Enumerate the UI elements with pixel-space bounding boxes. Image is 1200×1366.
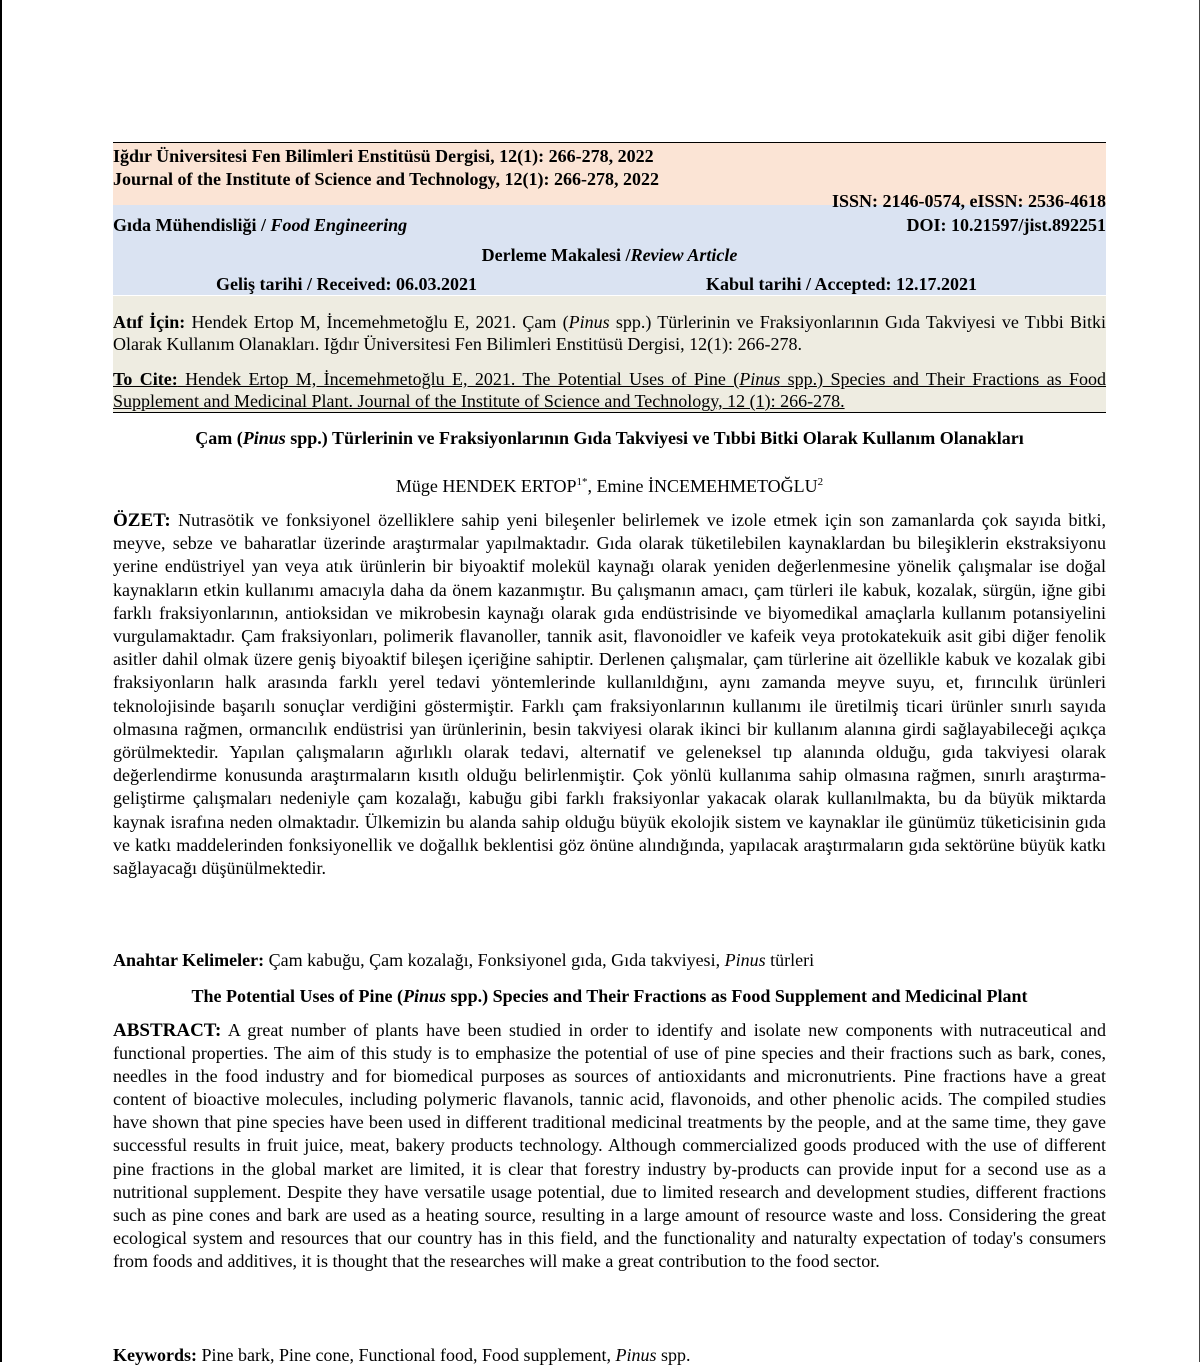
title-tr-end: spp.) Türlerinin ve Fraksiyonlarının Gıda Takviyesi ve Tıbbi Bitki Olarak Kullanım Olanakları [285, 428, 1024, 448]
citation-bottom-rule [113, 412, 1106, 413]
title-en-genus: Pinus [403, 986, 447, 1006]
keywords-en-end: spp. [656, 1345, 691, 1365]
keywords-en-label: Keywords: [113, 1345, 197, 1365]
citation-en-label: To Cite: [113, 369, 178, 389]
keywords-en-genus: Pinus [615, 1345, 657, 1365]
authors [113, 475, 1106, 497]
title-en [113, 985, 1106, 1007]
author-2: Emine İNCEMEHMETOĞLU [596, 476, 818, 496]
article-type-en: Review Article [630, 245, 738, 265]
citation-tr-genus: Pinus [568, 312, 610, 332]
article-type-tr: Derleme Makalesi / [481, 245, 631, 265]
field-tr: Gıda Mühendisliği / [113, 215, 271, 235]
accepted-date: Kabul tarihi / Accepted: 12.17.2021 [706, 274, 977, 294]
citation-tr-label: Atıf İçin: [113, 312, 186, 332]
citation-en-text: Hendek Ertop M, İncemehmetoğlu E, 2021. The Potential Uses of Pine ( [177, 369, 740, 389]
journal-title-tr: Iğdır Üniversitesi Fen Bilimleri Enstitüsü Dergisi, 12(1): 266-278, 2022 [113, 146, 654, 166]
keywords-en [113, 1344, 1106, 1366]
title-tr-start: Çam ( [195, 428, 243, 448]
page-edge-left [0, 0, 2, 1362]
doi: DOI: 10.21597/jist.892251 [906, 215, 1106, 235]
journal-title-en: Journal of the Institute of Science and Technology, 12(1): 266-278, 2022 [113, 169, 660, 189]
title-tr [113, 427, 1106, 449]
title-en-end: spp.) Species and Their Fractions as Food Supplement and Medicinal Plant [446, 986, 1028, 1006]
citation-tr-text: Hendek Ertop M, İncemehmetoğlu E, 2021. Çam ( [185, 312, 569, 332]
abstract-paragraph [113, 1019, 1106, 1273]
citation-en [113, 368, 1106, 412]
author-1-affiliation: 1* [576, 476, 588, 488]
article-type [113, 244, 1106, 266]
header-top-rule [113, 142, 1106, 143]
ozet-text: Nutrasötik ve fonksiyonel özelliklere sahip yeni bileşenler belirlemek ve izole etmek için son zamanlarda çok sayıda bitki, meyve, sebze ve baharatlar üzerinde araştırmalar yapılmaktadır. Gıda olarak tüketilebilen kaynaklardan bu bileşiklerin ekstraksiyonu yerine endüstriyel yan veya atık ürünlerin bir biyoaktif molekül kaynağı olarak yeniden değerlenmesine yönelik çalışmalar ise doğal kaynakların etkin kullanımı amacıyla daha da önem kazanmıştır. Bu çalışmanın amacı, çam türleri ile kabuk, kozalak, sürgün, iğne gibi farklı fraksiyonlarının, antioksidan ve mikrobesin kaynağı olarak gıda endüstrisinde ve biyomedikal amaçlarla kullanım potansiyelini vurgulamaktadır. Çam fraksiyonları, polimerik flavanoller, tannik asit, flavonoidler ve kafeik veya protokatekuik asit gibi diğer fenolik asitler dahil olmak üzere geniş biyoaktif bileşen içeriğine sahiptir. Derlenen çalışmalar, çam türlerine ait özellikle kabuk ve kozalak gibi fraksiyonların halk arasında farklı yerel tedavi yöntemlerinde kullanıldığını, aynı zamanda meyve suyu, et, fırıncılık ürünleri teknolojisinde başarılı sonuçlar verdiğini göstermiştir. Farklı çam fraksiyonlarının kullanımı ile üretilmiş ticari ürünler sınırlı sayıda olmasına rağmen, ormancılık endüstrisi yan ürünlerinin, besin takviyesi olarak ikinci bir kullanım alanına girdi sağlayabileceği açıkça görülmektedir. Yapılan çalışmaların ağırlıklı olarak tedavi, alternatif ve geleneksel tıp alanında olduğu, gıda takviyesi olarak değerlendirme konusunda araştırmaların kısıtlı olduğu belirlenmiştir. Çok yönlü kullanıma sahip olmasına rağmen, sınırlı araştırma-geliştirme çalışmaları nedeniyle çam kozalağı, kabuğu gibi farklı fraksiyonlar yakacak olarak kullanılmakta, bu da büyük miktarda kaynak israfına neden olmaktadır. Ülkemizin bu alanda sahip olduğu büyük ekolojik sistem ve kaynaklar ile günümüz tüketicisinin gıda ve katkı maddelerinden fonksiyonellik ve doğallık beklentisi göz önüne alındığında, yapılacak araştırmaların gıda sektörüne büyük katkı sağlayacağı düşünülmektedir. [113, 510, 1106, 879]
field-en: Food Engineering [270, 215, 408, 235]
keywords-tr-end: türleri [765, 950, 815, 970]
abstract-label: ABSTRACT: [113, 1020, 222, 1041]
author-2-affiliation: 2 [817, 476, 824, 488]
citation-tr-text-end: spp.) Türlerinin ve Fraksiyonlarının Gıda Takviyesi ve Tıbbi Bitki Olarak Kullanım Olanakları. Iğdır Üniversitesi Fen Bilimleri Enstitüsü Dergisi, 12(1): 266-278. [113, 312, 1106, 354]
author-separator: , [587, 476, 597, 496]
keywords-tr-text: Çam kabuğu, Çam kozalağı, Fonksiyonel gıda, Gıda takviyesi, [264, 950, 725, 970]
abstract-text: A great number of plants have been studied in order to identify and isolate new components with nutraceutical and functional properties. The aim of this study is to emphasize the potential of use of pine species and their fractions such as bark, cones, needles in the food industry and for biomedical purposes as sources of antioxidants and micronutrients. Pine fractions have a great content of bioactive molecules, including polymeric flavanols, tannic acid, flavonoids, and other phenolic acids. The compiled studies have shown that pine species have been used in different traditional medicinal treatments by the people, and at the same time, they gave successful results in fruit juice, meat, bakery products technology. Although commercialized goods produced with the use of different pine fractions in the global market are limited, it is clear that forestry industry by-products can provide input for a second use as a nutritional supplement. Despite they have versatile usage potential, due to limited research and development studies, different fractions such as pine cones and bark are used as a heating source, resulting in a large amount of resource waste and loss. Considering the great ecological system and resources that our country has in this field, and the functionality and naturalty expectation of today's consumers from foods and additives, it is thought that the researches will make a great contribution to the food sector. [113, 1020, 1106, 1271]
keywords-tr-label: Anahtar Kelimeler: [113, 950, 265, 970]
keywords-en-text: Pine bark, Pine cone, Functional food, Food supplement, [197, 1345, 616, 1365]
received-date: Geliş tarihi / Received: 06.03.2021 [216, 274, 477, 294]
author-1: Müge HENDEK ERTOP [395, 476, 577, 496]
title-en-start: The Potential Uses of Pine ( [191, 986, 404, 1006]
citation-en-text-end: spp.) Species and Their Fractions as Food Supplement and Medicinal Plant. Journal of the Institute of Science and Technology, 12 (1): 266-278. [113, 369, 1107, 411]
ozet-label: ÖZET: [113, 510, 171, 531]
keywords-tr [113, 949, 1106, 971]
keywords-tr-genus: Pinus [724, 950, 766, 970]
citation-en-genus: Pinus [739, 369, 781, 389]
title-tr-genus: Pinus [242, 428, 286, 448]
issn: ISSN: 2146-0574, eISSN: 2536-4618 [831, 191, 1106, 211]
ozet-paragraph [113, 509, 1106, 880]
citation-tr [113, 311, 1106, 355]
